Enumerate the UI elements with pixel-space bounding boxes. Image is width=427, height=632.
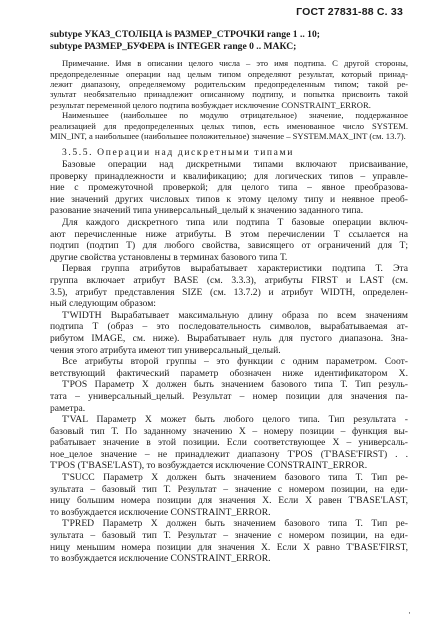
text-line: рабатывает значение в этой позиции. Если соответствующее X – универсаль-	[50, 437, 408, 449]
text-line: ницу меньшим номера позиции для значения X. Если X равно T'BASE'FIRST,	[50, 541, 408, 553]
text-line: Базовые операции над дискретными типами включают присваивание,	[62, 159, 408, 171]
text-line: Для каждого дискретного типа или подтипа Т базовые операции включ-	[62, 217, 408, 228]
text-line: базовый тип Т. По заданному значению X – номеру позиции – функция вы-	[50, 425, 408, 437]
code-line: subtype УКАЗ_СТОЛБЦА is РАЗМЕР_СТРОЧКИ range 1 .. 10;	[50, 29, 320, 40]
note-line: MIN_INT, а наибольшее (наибольшее положительное) значение – SYSTEM.MAX_INT (см. 13.7).	[50, 131, 406, 142]
note-line: реализацией для предопределенных целых типов, есть именованное число SYSTEM.	[50, 120, 408, 131]
text-line: подтип (подтип Т) для любого свойства, зависящего от ограничений для Т;	[50, 240, 408, 252]
paragraph	[50, 414, 408, 472]
text-line: чения этого атрибута имеют тип универсальный_целый.	[50, 344, 281, 356]
text-line: зультата – базовый тип Т. Результат – значение с номером позиции, на еди-	[50, 530, 408, 542]
paragraph	[50, 518, 408, 564]
text-line: ние значений других числовых типов к этому целому типу и неявное преоб-	[50, 193, 408, 205]
text-line: то возбуждается исключение CONSTRAINT_ERROR.	[50, 553, 271, 565]
paragraph	[50, 472, 408, 518]
text-line: другие свойства установлены в терминах базового типа Т.	[50, 251, 288, 263]
note-line: Примечание. Имя в описании целого числа – это имя подтипа. С другой стороны,	[62, 58, 408, 69]
section-heading: 3.5.5. Операции над дискретными типами	[62, 147, 294, 159]
text-line: ают перечисленные ниже атрибуты. В этом перечислении Т ссылается на	[50, 228, 408, 240]
page-body	[50, 29, 408, 565]
code-line: subtype РАЗМЕР_БУФЕРА is INTEGER range 0 .. МАКС;	[50, 40, 297, 52]
text-line: то возбуждается исключение CONSTRAINT_ERROR.	[50, 506, 271, 518]
text-line: тата – универсальный_целый. Результат – номер позиции для значения па-	[50, 390, 408, 402]
page-header: ГОСТ 27831-88 С. 33	[296, 6, 403, 18]
text-line: T'VAL Параметр X может быть любого целого типа. Тип результата -	[62, 414, 408, 426]
text-line: 3.5), атрибут представления SIZE (см. 13.7.2) и атрибут WIDTH, определен-	[50, 286, 408, 298]
note-line: Наименьшее (наибольшее по модулю отрицательное) значение, поддержанное	[62, 110, 408, 121]
text-line: разование значений типа универсальный_целый к значению заданного типа.	[50, 205, 364, 217]
note-block	[50, 58, 408, 141]
text-line: T'POS (T'BASE'LAST), то возбуждается исключение CONSTRAINT_ERROR.	[50, 460, 368, 472]
text-line: подтипа Т (образ – это последовательность символов, вырабатываемая ат-	[50, 321, 408, 333]
note-line: зультат необязательно принадлежит описанному подтипу, и попытка присвоить такой	[50, 89, 408, 100]
text-line: зультата – базовый тип Т. Результат – значение с номером позиции, на еди-	[50, 483, 408, 495]
text-line: T'PRED Параметр X должен быть значением базового типа Т. Тип ре-	[62, 518, 408, 530]
paragraph	[50, 310, 408, 356]
text-line: T'WIDTH Вырабатывает максимальную длину образа по всем значениям	[62, 309, 408, 321]
page-mark: ·	[408, 608, 411, 618]
text-line: группа включает атрибут BASE (см. 3.3.3), атрибуты FIRST и LAST (см.	[50, 274, 408, 286]
text-line: ветствующий фактический параметр обозначен ниже идентификатором X.	[50, 367, 408, 379]
text-line: T'SUCC Параметр X должен быть значением базового типа Т. Тип ре-	[62, 472, 408, 484]
text-line: ное_целое значение – не принадлежит диапазону T'POS (T'BASE'FIRST) . .	[50, 448, 408, 460]
text-line: раметра.	[50, 402, 86, 414]
paragraph	[50, 159, 408, 217]
text-line: Все атрибуты второй группы – это функции с одним параметром. Соот-	[62, 356, 408, 368]
text-line: проверку принадлежности и квалификацию; для логических типов – управле-	[50, 170, 408, 182]
text-line: ние с промежуточной проверкой; для целого типа – явное преобразова-	[50, 182, 408, 194]
text-line: Первая группа атрибутов вырабатывает характеристики подтипа Т. Эта	[62, 263, 408, 275]
note-line: результат переменной целого подтипа возбуждает исключение CONSTRAINT_ERROR.	[50, 99, 371, 110]
note-line: предопределенные операции над целым типом определяют результат, который принад-	[50, 68, 408, 79]
text-line: ный следующим образом:	[50, 298, 156, 310]
text-line: T'POS Параметр X должен быть значением базового типа Т. Тип резуль-	[62, 379, 408, 391]
note-line: лежит диапазону, определяемому родительским предопределенным типом; такой ре-	[50, 79, 408, 89]
paragraph	[50, 263, 408, 309]
text-line: рибутом IMAGE, см. ниже). Вырабатывает нуль для пустого диапазона. Зна-	[50, 332, 408, 344]
paragraph	[50, 217, 408, 263]
paragraph	[50, 356, 408, 414]
text-line: ницу большим номера позиции для значения X. Если X равен T'BASE'LAST,	[50, 495, 408, 507]
